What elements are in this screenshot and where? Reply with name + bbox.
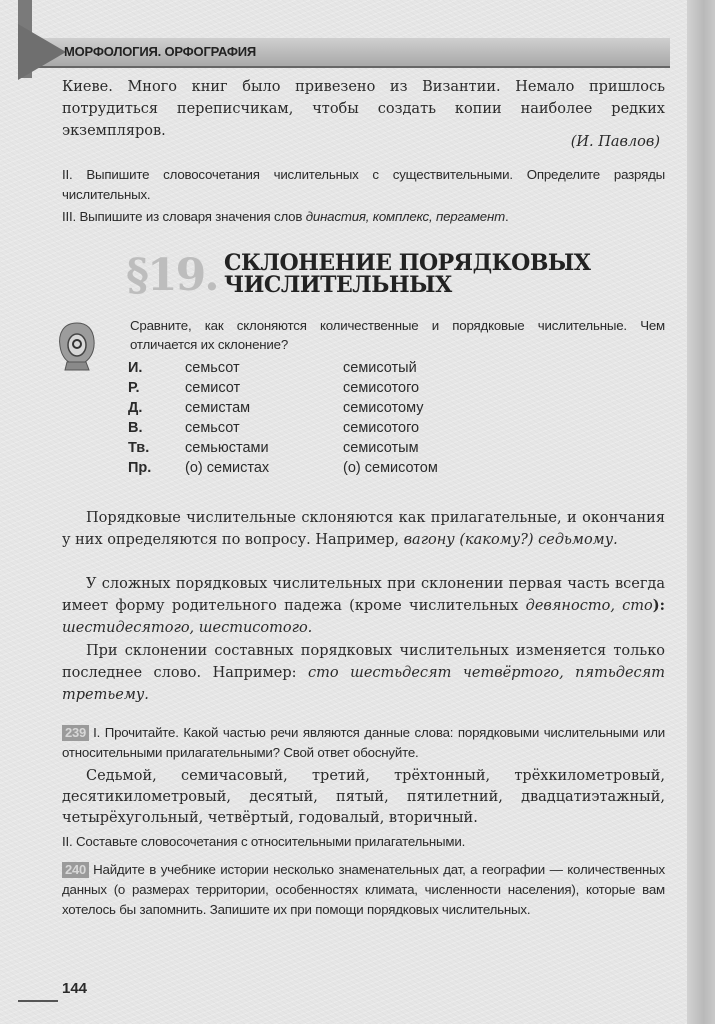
header-arrow-icon: [18, 24, 66, 80]
exercise-239-words: Седьмой, семичасовый, третий, трёхтонный, трёхкилометровый, десятикилометровый, десятый, пятый, пятилетний, двадцатиэтажный, четырёхугольный, четвёртый, годовалый, вторичный.: [62, 768, 665, 826]
rule-3: [62, 640, 665, 706]
rule-3-text: При склонении составных порядковых числительных изменяется только последнее слово. Например:: [62, 643, 665, 681]
page-number: 144: [62, 980, 88, 997]
page-edge-shadow: [687, 0, 715, 1024]
footer-rule: [18, 1000, 58, 1002]
rule-1-example: вагону (какому?) седьмому.: [403, 532, 618, 548]
cardinal-form: семьсот: [185, 360, 240, 376]
ordinal-form: (о) семисотом: [343, 460, 438, 476]
declension-row: [128, 438, 438, 458]
rule-1-text: Порядковые числительные склоняются как прилагательные, и окончания у них определяются по вопросу. Например,: [62, 510, 665, 548]
section-number: §19.: [126, 250, 218, 301]
excerpt-attribution: (И. Павлов): [570, 134, 660, 150]
section-question: Сравните, как склоняются количественные и порядковые числительные. Чем отличается их склонение?: [130, 318, 665, 352]
task-3-words: династия, комплекс, пергамент: [305, 209, 505, 224]
running-header-title: МОРФОЛОГИЯ. ОРФОГРАФИЯ: [64, 44, 257, 59]
declension-row: [128, 378, 438, 398]
rule-1: [62, 507, 665, 551]
declension-row: [128, 398, 438, 418]
cardinal-form: (о) семистах: [185, 460, 270, 476]
task-3-prefix: III. Выпишите из словаря значения слов: [62, 209, 306, 224]
exercise-240: [62, 860, 665, 920]
thinking-girl-icon: [55, 320, 99, 372]
task-3: [62, 207, 665, 227]
rule-2-example-2: шестидесятого, шестисотого.: [62, 620, 313, 636]
section-title-line-2: ЧИСЛИТЕЛЬНЫХ: [224, 272, 452, 298]
ordinal-form: семисотым: [343, 440, 419, 456]
exercise-240-text: Найдите в учебнике истории несколько знаменательных дат, а географии — количественных данных (о размерах территории, особенностях климата, численности населения), которые вам хотелось бы запомнить. Запишите их при помощи порядковых числительных.: [62, 862, 665, 917]
declension-row: [128, 358, 438, 378]
ordinal-form: семисотого: [343, 380, 420, 396]
section-title-line-1: СКЛОНЕНИЕ ПОРЯДКОВЫХ: [224, 250, 591, 276]
task-2: II. Выпишите словосочетания числительных с существительными. Определите разряды числительных.: [62, 167, 665, 202]
rule-3-example: сто шестьдесят четвёртого, пятьдесят третьему.: [62, 665, 665, 703]
task-3-suffix: .: [504, 209, 509, 224]
exercise-240-number: 240: [62, 862, 89, 878]
cardinal-form: семисот: [185, 380, 241, 396]
section-title: [224, 252, 590, 296]
rule-2-example-1: девяносто, сто: [525, 598, 653, 614]
ordinal-form: семисотому: [343, 400, 424, 416]
cardinal-form: семистам: [185, 400, 251, 416]
exercise-239-number: 239: [62, 725, 89, 741]
ordinal-form: семисотого: [343, 420, 420, 436]
declension-case: Д.: [128, 400, 143, 416]
rule-2-text: У сложных порядковых числительных при склонении первая часть всегда имеет форму родительного падежа (кроме числительных: [62, 576, 665, 614]
declension-case: В.: [128, 420, 143, 436]
exercise-239-task-1: [62, 723, 665, 763]
exercise-239-task-2: II. Составьте словосочетания с относительными прилагательными.: [62, 834, 466, 849]
declension-case: Р.: [128, 380, 140, 396]
ordinal-form: семисотый: [343, 360, 417, 376]
rule-2: [62, 573, 665, 639]
declension-case: И.: [128, 360, 143, 376]
exercise-239-task-1-text: I. Прочитайте. Какой частью речи являются данные слова: порядковыми числительными или относительными прилагательными? Свой ответ обоснуйте.: [62, 725, 665, 760]
declension-case: Пр.: [128, 460, 152, 476]
declension-row: [128, 458, 438, 478]
cardinal-form: семьсот: [185, 420, 240, 436]
declension-table: [128, 358, 438, 478]
rule-2-colon: ):: [652, 597, 666, 614]
excerpt-text: Киеве. Много книг было привезено из Византии. Немало пришлось потрудиться переписчикам, чтобы создать копии наиболее редких экземпляров.: [62, 79, 665, 139]
declension-row: [128, 418, 438, 438]
cardinal-form: семьюстами: [185, 440, 269, 456]
declension-case: Тв.: [128, 440, 150, 456]
